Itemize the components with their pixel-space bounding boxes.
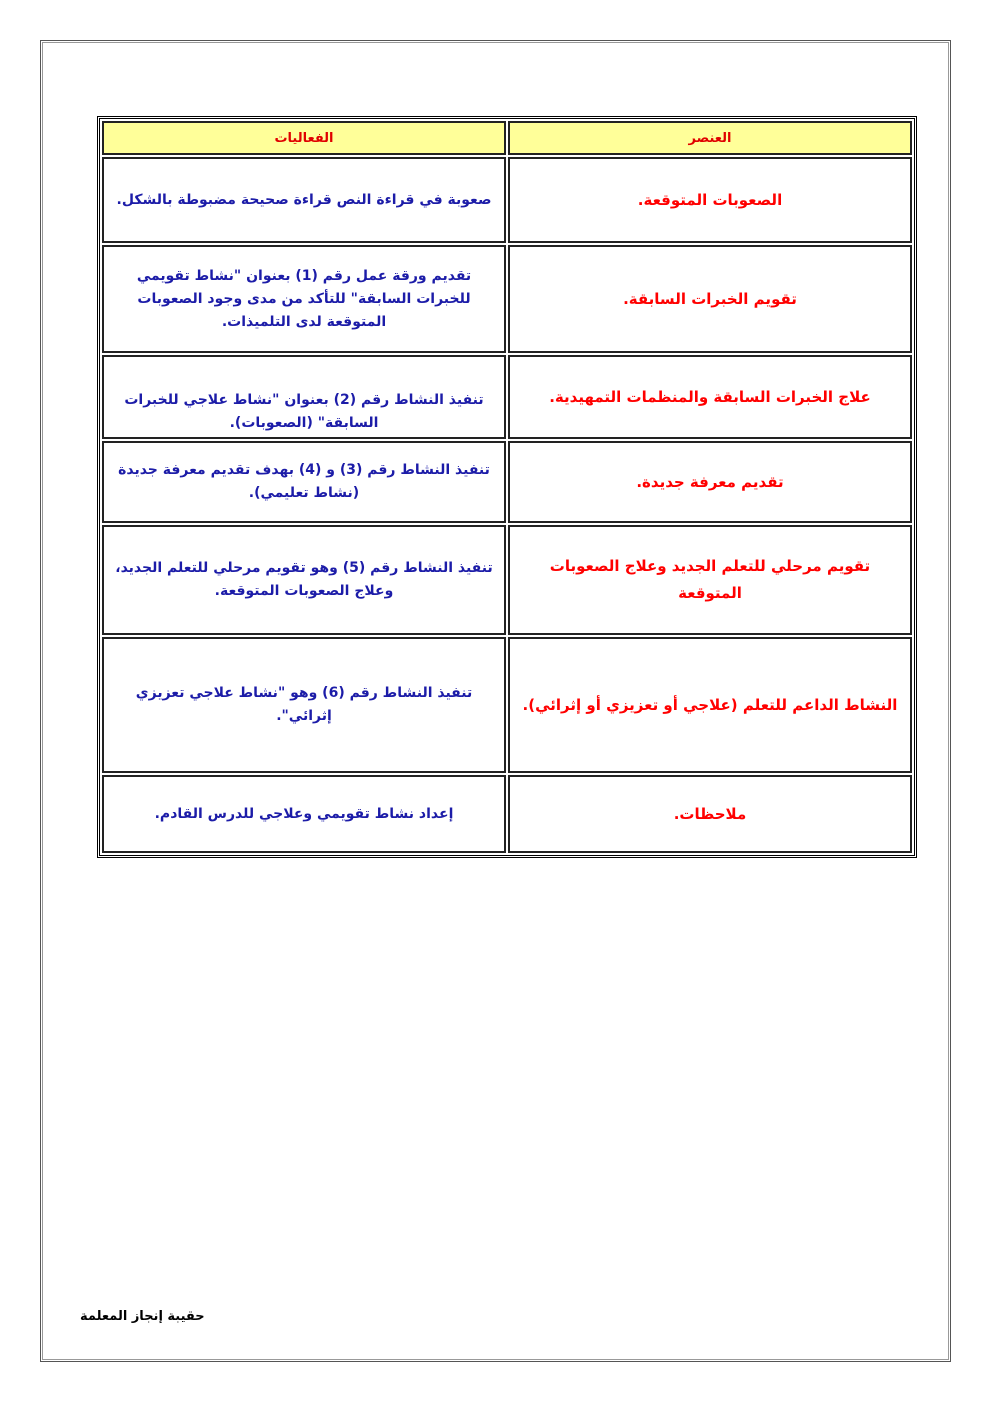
- table-row: [102, 775, 912, 853]
- row-activity: تنفيذ النشاط رقم (3) و (4) بهدف تقديم معرفة جديدة (نشاط تعليمي).: [102, 441, 506, 523]
- footer-text: حقيبة إنجاز المعلمة: [80, 1309, 205, 1324]
- row-element: تقويم الخبرات السابقة.: [508, 245, 912, 353]
- table-row: [102, 441, 912, 523]
- row-element: علاج الخبرات السابقة والمنظمات التمهيدية.: [508, 355, 912, 439]
- row-element: تقديم معرفة جديدة.: [508, 441, 912, 523]
- table-row: [102, 637, 912, 773]
- table-row: [102, 157, 912, 243]
- table-header-row: [102, 121, 912, 155]
- table-row: [102, 525, 912, 635]
- row-element: النشاط الداعم للتعلم (علاجي أو تعزيزي أو إثرائي).: [508, 637, 912, 773]
- row-activity: إعداد نشاط تقويمي وعلاجي للدرس القادم.: [102, 775, 506, 853]
- table-row: [102, 355, 912, 439]
- header-element: العنصر: [508, 121, 912, 155]
- row-element: ملاحظات.: [508, 775, 912, 853]
- lesson-plan-table: [97, 116, 917, 858]
- row-activity: تقديم ورقة عمل رقم (1) بعنوان "نشاط تقويمي للخبرات السابقة" للتأكد من مدى وجود الصعوبات المتوقعة لدى التلميذات.: [102, 245, 506, 353]
- row-activity: تنفيذ النشاط رقم (2) بعنوان "نشاط علاجي للخبرات السابقة" (الصعوبات).: [102, 355, 506, 439]
- row-element: الصعوبات المتوقعة.: [508, 157, 912, 243]
- header-activities: الفعاليات: [102, 121, 506, 155]
- row-activity: صعوبة في قراءة النص قراءة صحيحة مضبوطة بالشكل.: [102, 157, 506, 243]
- row-activity: تنفيذ النشاط رقم (6) وهو "نشاط علاجي تعزيزي إثرائي".: [102, 637, 506, 773]
- row-element: تقويم مرحلي للتعلم الجديد وعلاج الصعوبات المتوقعة: [508, 525, 912, 635]
- table-row: [102, 245, 912, 353]
- row-activity: تنفيذ النشاط رقم (5) وهو تقويم مرحلي للتعلم الجديد، وعلاج الصعوبات المتوقعة.: [102, 525, 506, 635]
